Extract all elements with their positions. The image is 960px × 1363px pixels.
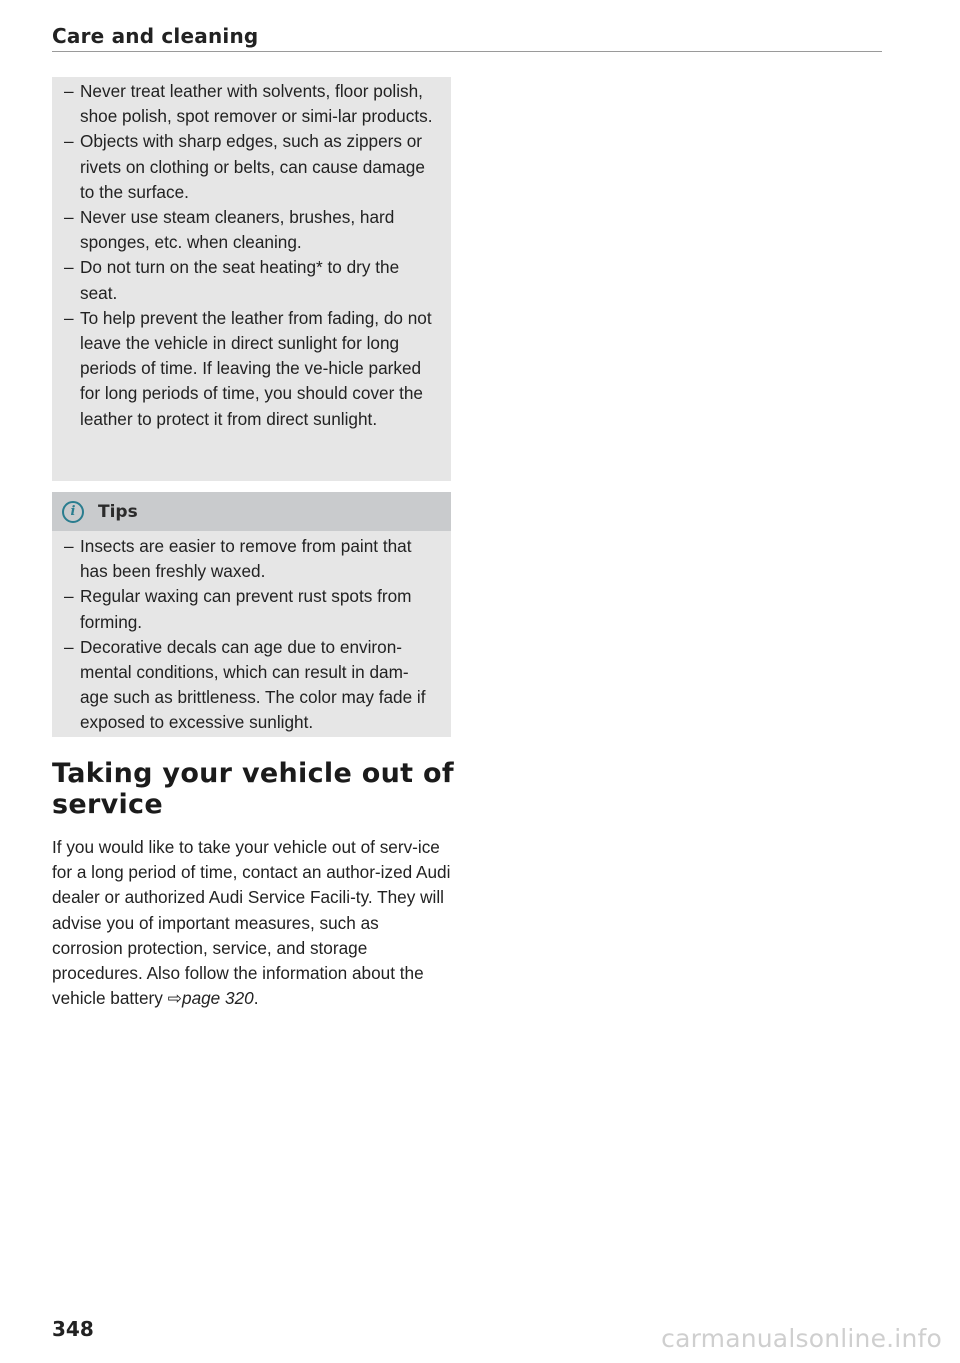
list-item: – Regular waxing can prevent rust spots from forming. xyxy=(64,584,437,634)
info-icon: i xyxy=(62,501,84,523)
list-item: – Never use steam cleaners, brushes, hard sponges, etc. when cleaning. xyxy=(64,205,437,255)
list-item: – Insects are easier to remove from paint that has been freshly waxed. xyxy=(64,534,437,584)
page-number: 348 xyxy=(52,1317,94,1341)
tips-list xyxy=(64,534,437,736)
header-divider xyxy=(52,51,882,52)
tips-body xyxy=(52,531,451,736)
leather-warnings-list xyxy=(64,79,437,432)
section-heading: Taking your vehicle out of service xyxy=(52,758,454,820)
leather-care-note xyxy=(52,77,451,481)
list-item: – Never treat leather with solvents, floor polish, shoe polish, spot remover or simi-lar products. xyxy=(64,79,437,129)
list-item: – Decorative decals can age due to environ-mental conditions, which can result in dam-age such as brittleness. The color may fade if exposed to excessive sunlight. xyxy=(64,635,437,736)
section-paragraph xyxy=(52,835,454,1011)
paragraph-text: If you would like to take your vehicle out of serv-ice for a long period of time, contact an author-ized Audi dealer or authorized Audi Service Facili-ty. They will advise you of important measures, such as corrosion protection, service, and storage procedures. Also follow the information about the vehicle battery xyxy=(52,837,451,1009)
list-item: – To help prevent the leather from fading, do not leave the vehicle in direct sunlight for long periods of time. If leaving the ve-hicle parked for long periods of time, you should cover the leather to protect it from direct sunlight. xyxy=(64,306,437,432)
paragraph-end: . xyxy=(253,988,259,1009)
tips-box xyxy=(52,492,451,737)
list-item: – Do not turn on the seat heating* to dry the seat. xyxy=(64,255,437,305)
list-item: – Objects with sharp edges, such as zippers or rivets on clothing or belts, can cause damage to the surface. xyxy=(64,129,437,205)
tips-title: Tips xyxy=(98,501,138,522)
tips-header xyxy=(52,492,451,531)
running-header: Care and cleaning xyxy=(52,24,259,48)
page-reference-link[interactable]: ⇨page 320 xyxy=(167,988,254,1009)
watermark: carmanualsonline.info xyxy=(661,1324,942,1353)
